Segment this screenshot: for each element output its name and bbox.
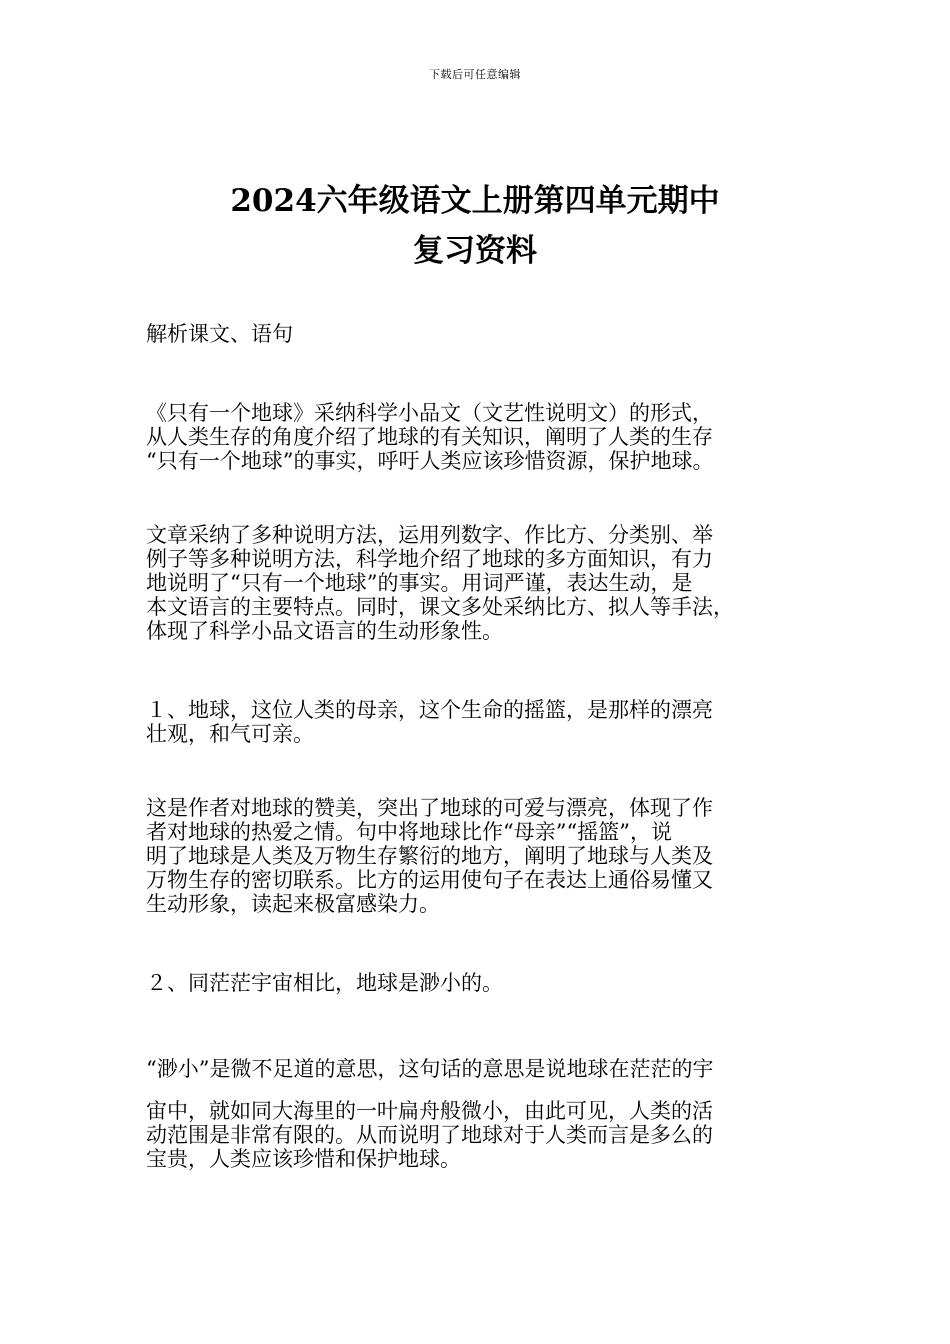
- text-line: １、地球，这位人类的母亲，这个生命的摇篮，是那样的漂亮: [146, 698, 713, 722]
- section-heading: 解析课文、语句: [146, 322, 293, 346]
- text-line: 壮观，和气可亲。: [146, 722, 314, 746]
- header-note: 下载后可任意编辑: [429, 68, 521, 81]
- answer-1: [146, 796, 826, 916]
- text-line: 者对地球的热爱之情。句中将地球比作“母亲”“摇篮”，说: [146, 820, 672, 844]
- answer-2-first-line: “渺小”是微不足道的意思，这句话的意思是说地球在茫茫的宇: [146, 1057, 714, 1081]
- text-line: 生动形象，读起来极富感染力。: [146, 892, 440, 916]
- page-title: [0, 176, 950, 276]
- paragraph-intro: [146, 401, 826, 473]
- text-line: 从人类生存的角度介绍了地球的有关知识，阐明了人类的生存: [146, 425, 713, 449]
- text-line: 宙中，就如同大海里的一叶扁舟般微小，由此可见，人类的活: [146, 1099, 713, 1123]
- question-2: [146, 971, 826, 995]
- text-line: 文章采纳了多种说明方法，运用列数字、作比方、分类别、举: [146, 523, 713, 547]
- text-line: ２、同茫茫宇宙相比，地球是渺小的。: [146, 971, 503, 995]
- text-line: 体现了科学小品文语言的生动形象性。: [146, 619, 503, 643]
- text-line: 这是作者对地球的赞美，突出了地球的可爱与漂亮，体现了作: [146, 796, 713, 820]
- answer-2: [146, 1099, 826, 1171]
- text-line: 宝贵，人类应该珍惜和保护地球。: [146, 1147, 461, 1171]
- text-line: 地说明了“只有一个地球”的事实。用词严谨，表达生动，是: [146, 571, 693, 595]
- text-line: 万物生存的密切联系。比方的运用使句子在表达上通俗易懂又: [146, 868, 713, 892]
- text-line: “只有一个地球”的事实，呼吁人类应该珍惜资源，保护地球。: [146, 449, 714, 473]
- paragraph-methods: [146, 523, 826, 643]
- text-line: 明了地球是人类及万物生存繁衍的地方，阐明了地球与人类及: [146, 844, 713, 868]
- title-line-1: 2024六年级语文上册第四单元期中: [230, 183, 720, 219]
- text-line: 动范围是非常有限的。从而说明了地球对于人类而言是多么的: [146, 1123, 713, 1147]
- text-line: 《只有一个地球》采纳科学小品文（文艺性说明文）的形式，: [146, 401, 713, 425]
- text-line: 本文语言的主要特点。同时，课文多处采纳比方、拟人等手法，: [146, 595, 734, 619]
- question-1: [146, 698, 826, 746]
- title-line-2: 复习资料: [413, 233, 537, 269]
- text-line: 例子等多种说明方法，科学地介绍了地球的多方面知识，有力: [146, 547, 713, 571]
